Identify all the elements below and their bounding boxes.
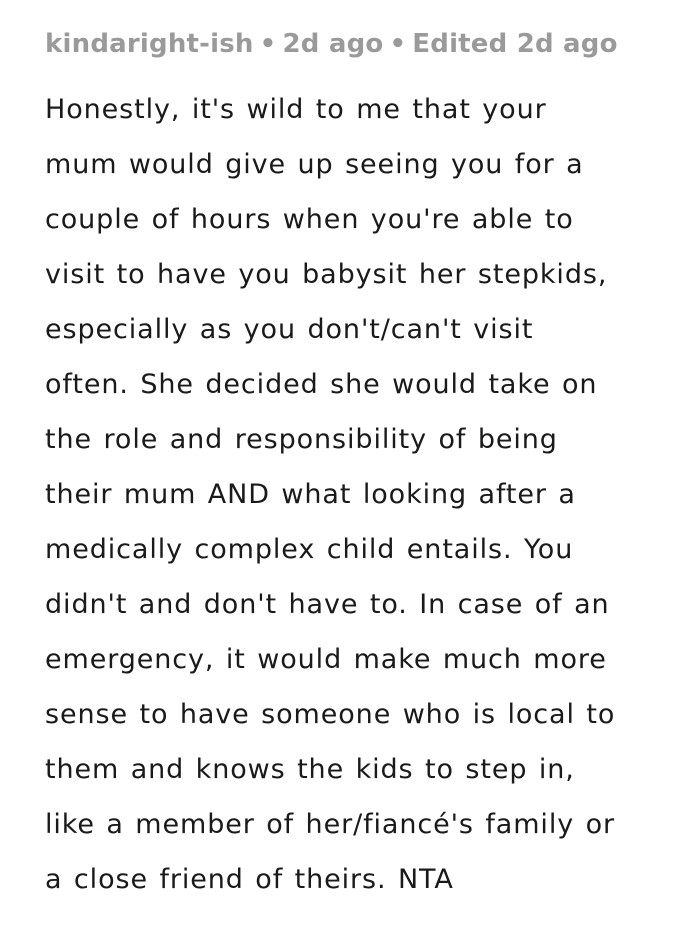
comment-line: didn't and don't have to. In case of an: [45, 589, 610, 620]
comment-line: emergency, it would make much more: [45, 644, 607, 675]
comment-line: often. She decided she would take on: [45, 369, 598, 400]
comment-line: visit to have you babysit her stepkids,: [45, 259, 608, 290]
edited-time: Edited 2d ago: [412, 29, 618, 59]
comment-line: mum would give up seeing you for a: [45, 149, 584, 180]
meta-separator: •: [259, 29, 277, 59]
username[interactable]: kindaright-ish: [45, 29, 254, 59]
comment-line: the role and responsibility of being: [45, 424, 558, 455]
comment: [45, 22, 685, 907]
posted-time: 2d ago: [282, 29, 384, 59]
comment-meta: [45, 22, 685, 66]
comment-line: couple of hours when you're able to: [45, 204, 574, 235]
comment-line: them and knows the kids to step in,: [45, 754, 575, 785]
comment-line: especially as you don't/can't visit: [45, 314, 534, 345]
comment-line: their mum AND what looking after a: [45, 479, 576, 510]
meta-separator: •: [389, 29, 407, 59]
comment-line: a close friend of theirs. NTA: [45, 864, 454, 895]
comment-line: Honestly, it's wild to me that your: [45, 94, 547, 125]
comment-line: like a member of her/fiancé's family or: [45, 809, 616, 840]
comment-line: sense to have someone who is local to: [45, 699, 616, 730]
comment-line: medically complex child entails. You: [45, 534, 574, 565]
comment-body: [45, 82, 685, 907]
